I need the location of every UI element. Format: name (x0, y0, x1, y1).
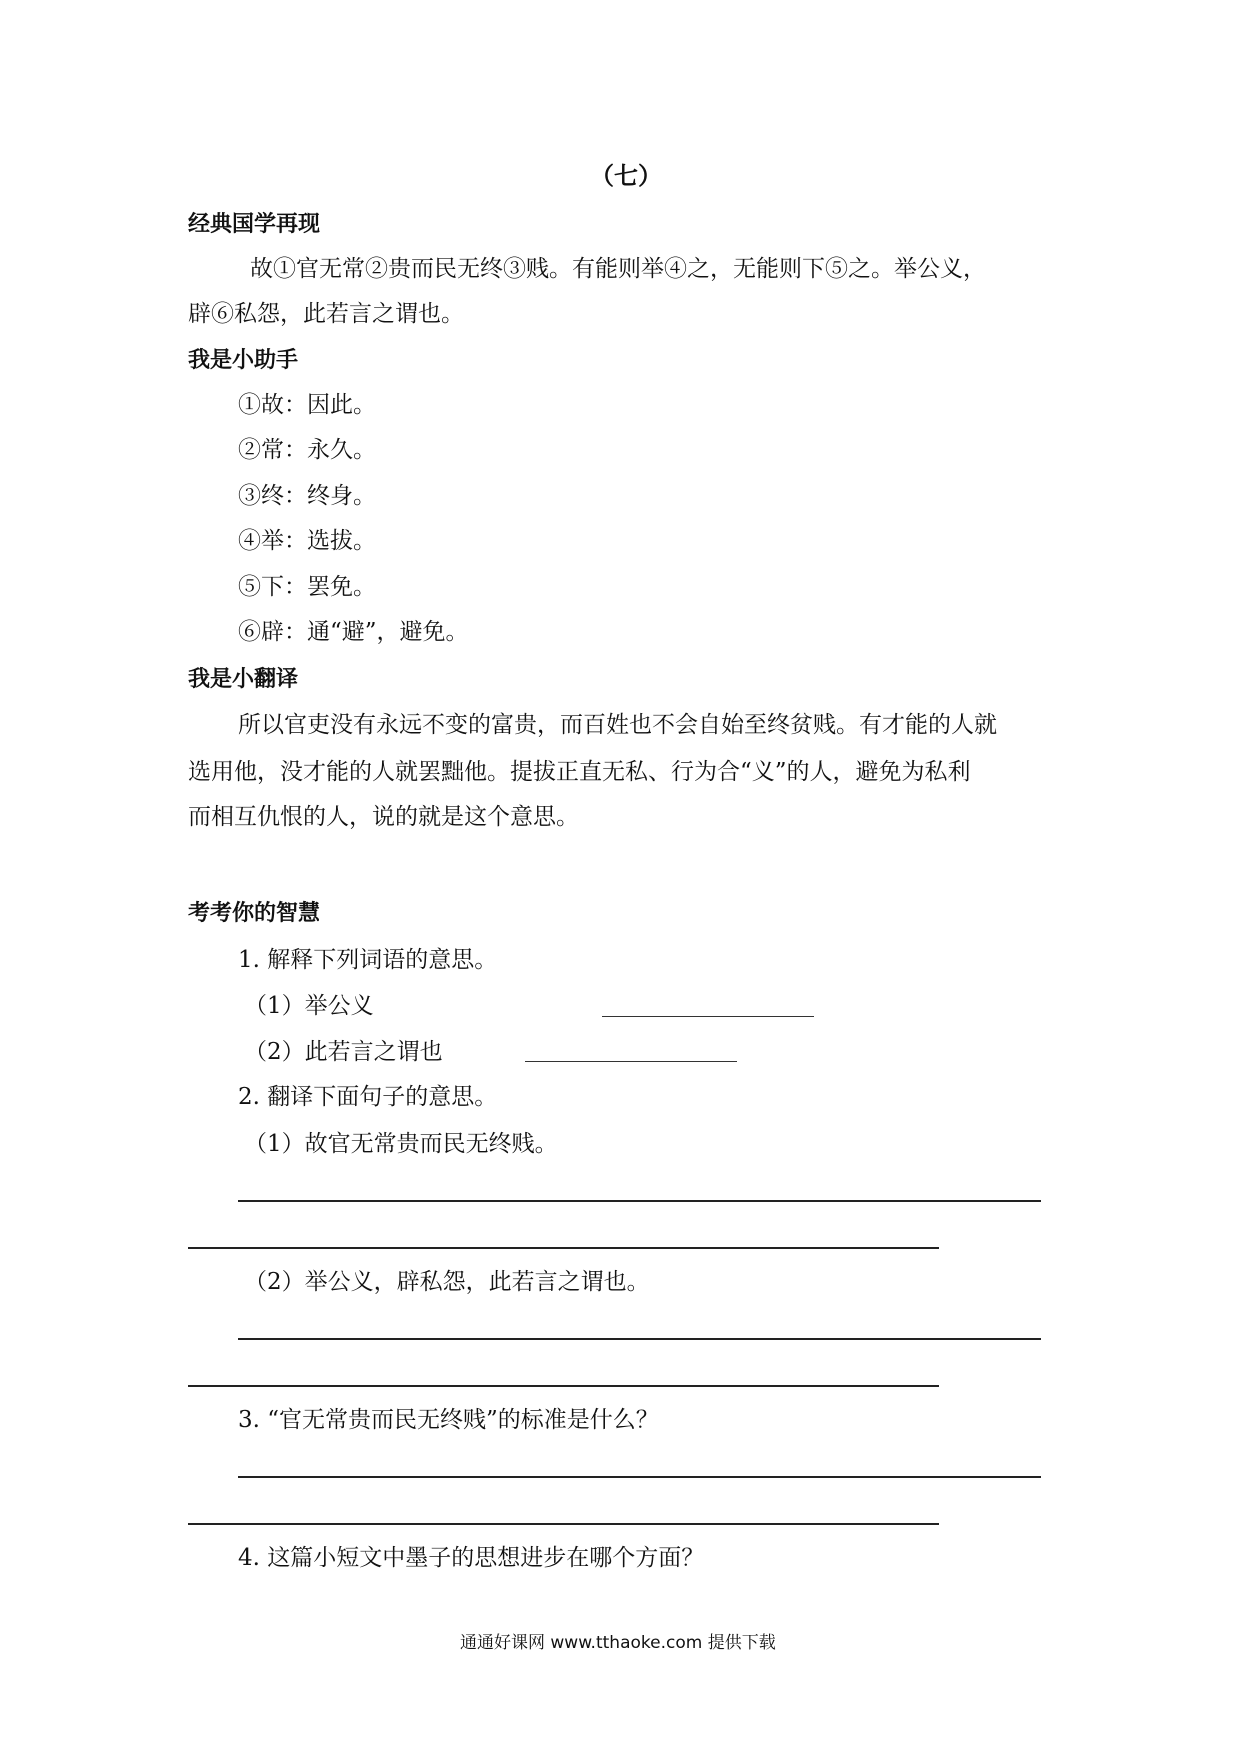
heading-helper-notes: 我是小助手 (188, 348, 299, 373)
question-4: 4. 这篇小短文中墨子的思想进步在哪个方面？ (238, 1545, 705, 1571)
question-2-item-1: （1）故官无常贵而民无终贱。 (244, 1131, 558, 1157)
note-item: ⑥辟：通“避”，避免。 (238, 619, 469, 645)
answer-line[interactable] (238, 1476, 1041, 1478)
question-2-item-2: （2）举公义，辟私怨，此若言之谓也。 (244, 1269, 650, 1295)
question-1-item-1: （1）举公义 (244, 993, 374, 1019)
answer-line[interactable] (188, 1385, 939, 1387)
answer-line[interactable] (238, 1338, 1041, 1340)
question-1-item-2: （2）此若言之谓也 (244, 1039, 443, 1065)
translation-line: 而相互仇恨的人，说的就是这个意思。 (188, 804, 579, 830)
translation-line: 所以官吏没有永远不变的富贵，而百姓也不会自始至终贫贱。有才能的人就 (238, 712, 997, 738)
answer-blank[interactable] (602, 1016, 814, 1017)
note-item: ③终：终身。 (238, 483, 376, 509)
question-1: 1. 解释下列词语的意思。 (238, 947, 498, 973)
question-2: 2. 翻译下面句子的意思。 (238, 1084, 498, 1110)
page-title: （七） (590, 162, 662, 190)
answer-line[interactable] (238, 1200, 1041, 1202)
classic-text-line: 故①官无常②贵而民无终③贱。有能则举④之，无能则下⑤之。举公义， (250, 256, 986, 282)
heading-classic-text: 经典国学再现 (188, 212, 321, 237)
note-item: ②常：永久。 (238, 437, 376, 463)
note-item: ①故：因此。 (238, 392, 376, 418)
footer-source: 通通好课网 www.tthaoke.com 提供下载 (460, 1633, 776, 1653)
note-item: ⑤下：罢免。 (238, 574, 376, 600)
answer-line[interactable] (188, 1523, 939, 1525)
translation-line: 选用他，没才能的人就罢黜他。提拔正直无私、行为合“义”的人，避免为私利 (188, 759, 971, 785)
heading-translation: 我是小翻译 (188, 667, 299, 692)
heading-quiz: 考考你的智慧 (188, 901, 321, 926)
question-3: 3. “官无常贵而民无终贱”的标准是什么？ (238, 1407, 659, 1433)
answer-blank[interactable] (525, 1061, 737, 1062)
note-item: ④举：选拔。 (238, 528, 376, 554)
classic-text-line: 辟⑥私怨，此若言之谓也。 (188, 301, 464, 327)
answer-line[interactable] (188, 1247, 939, 1249)
